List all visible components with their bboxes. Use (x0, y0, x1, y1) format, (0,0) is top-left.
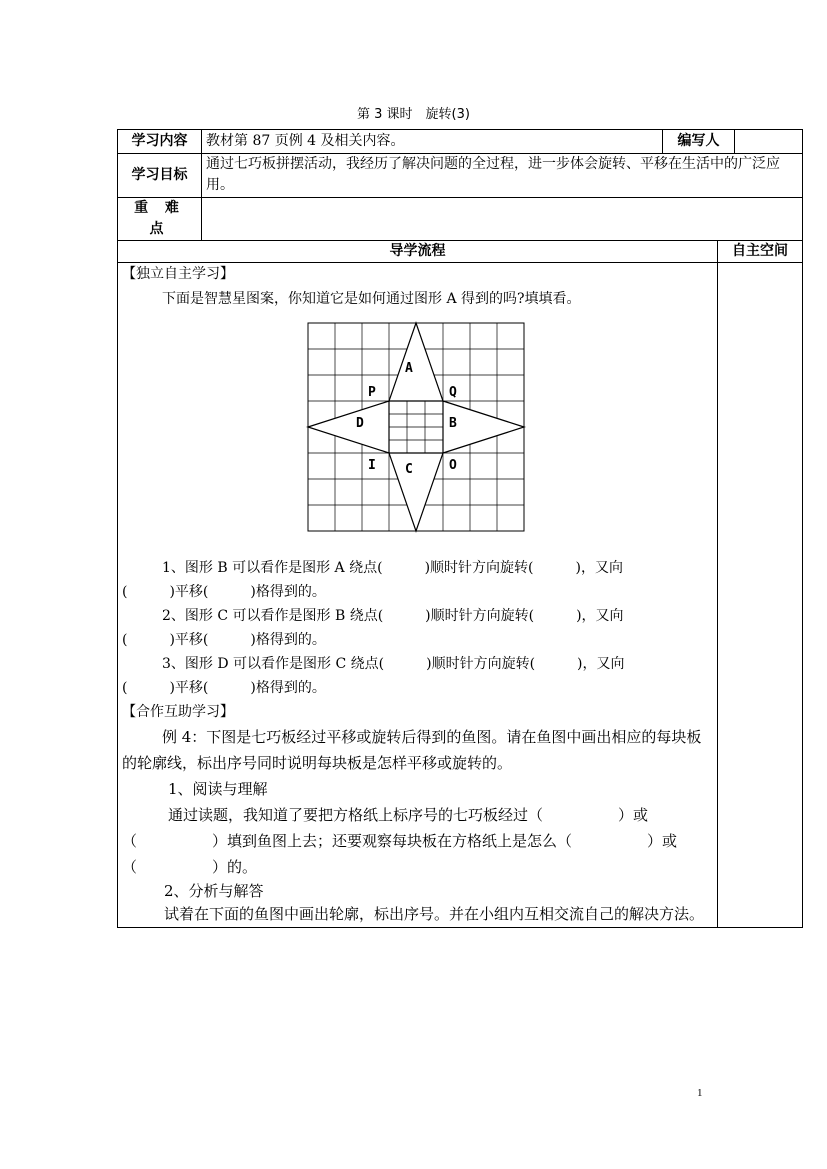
label-a: A (405, 361, 413, 376)
star-figure-svg (122, 310, 722, 556)
label-c: C (405, 462, 413, 477)
section1-heading: 【独立自主学习】 (122, 266, 234, 282)
content-label: 学习内容 (118, 130, 202, 154)
page-title: 第 3 课时 旋转(3) (357, 107, 470, 122)
shape-c (389, 453, 443, 531)
space-label: 自主空间 (718, 241, 803, 263)
question-2-line-b: ( )平移( )格得到的。 (122, 632, 326, 648)
shape-d (308, 401, 389, 453)
question-3-line-b: ( )平移( )格得到的。 (122, 680, 326, 696)
flow-label: 导学流程 (118, 241, 718, 263)
label-q: Q (449, 385, 457, 400)
label-p: P (368, 385, 376, 400)
goal-label: 学习目标 (118, 154, 202, 198)
author-value (735, 130, 803, 154)
try-instruction: 试着在下面的鱼图中画出轮廓，标出序号。并在小组内互相交流自己的解决方法。 (164, 905, 705, 923)
label-i: I (368, 458, 376, 473)
question-2-line-a: 2、图形 C 可以看作是图形 B 绕点( )顺时针方向旋转( )，又向 (162, 608, 624, 624)
shape-a (389, 323, 443, 401)
content-value: 教材第 87 页例 4 及相关内容。 (202, 130, 663, 154)
flow-content (118, 263, 718, 928)
star-figure (122, 310, 711, 556)
read-line-a: 通过读题，我知道了要把方格纸上标序号的七巧板经过（ ）或 (168, 806, 649, 824)
grid (308, 323, 524, 531)
read-line-c: （ ）的。 (122, 858, 258, 876)
step2-heading: 2、分析与解答 (164, 882, 264, 900)
read-line-b: （ ）填到鱼图上去；还要观察每块板在方格纸上是怎么（ ）或 (122, 832, 678, 850)
goal-value: 通过七巧板拼摆活动，我经历了解决问题的全过程，进一步体会旋转、平移在生活中的广泛应用。 (202, 154, 803, 198)
question-1-line-b: ( )平移( )格得到的。 (122, 584, 326, 600)
difficulty-label: 重 难 点 (118, 198, 202, 241)
page-number: 1 (697, 1087, 703, 1099)
label-o: O (449, 458, 457, 473)
difficulty-value (202, 198, 803, 241)
step1-heading: 1、阅读与理解 (168, 780, 268, 798)
section1-intro: 下面是智慧星图案，你知道它是如何通过图形 A 得到的吗?填填看。 (162, 291, 581, 307)
label-d: D (356, 416, 364, 431)
question-1-line-a: 1、图形 B 可以看作是图形 A 绕点( )顺时针方向旋转( )，又向 (162, 560, 623, 576)
example-4: 例 4：下图是七巧板经过平移或旋转后得到的鱼图。请在鱼图中画出相应的每块板的轮廓线，标出序号同时说明每块板是怎样平移或旋转的。 (122, 728, 702, 772)
author-label: 编写人 (663, 130, 735, 154)
section2-heading: 【合作互助学习】 (122, 704, 234, 720)
label-b: B (449, 416, 457, 431)
lesson-table (117, 129, 803, 928)
question-3-line-a: 3、图形 D 可以看作是图形 C 绕点( )顺时针方向旋转( )，又向 (162, 656, 625, 672)
free-space-cell (718, 263, 803, 928)
